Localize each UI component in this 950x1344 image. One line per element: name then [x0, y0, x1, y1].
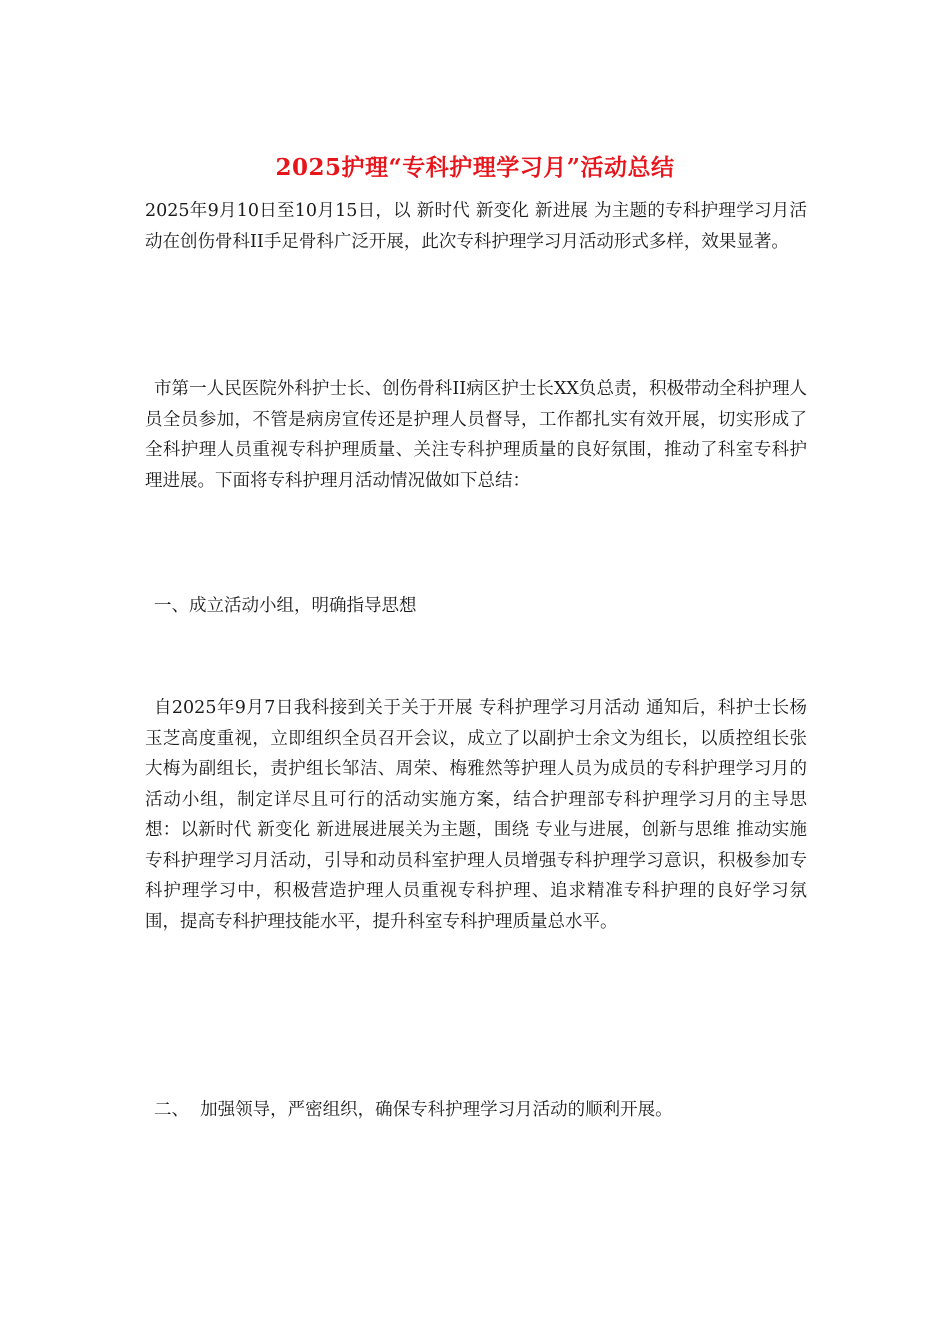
- section-heading-1: 一、成立活动小组，明确指导思想: [154, 596, 417, 616]
- section-heading-2: 二、 加强领导，严密组织，确保专科护理学习月活动的顺利开展。: [154, 1100, 673, 1120]
- document-title: 2025护理“专科护理学习月”活动总结: [275, 154, 675, 181]
- overview-paragraph: 市第一人民医院外科护士长、创伤骨科II病区护士长XX负总责，积极带动全科护理人员全员参加，不管是病房宣传还是护理人员督导，工作都扎实有效开展，切实形成了全科护理人员重视专科护理质量、关注专科护理质量的良好氛围，推动了科室专科护理进展。下面将专科护理月活动情况做如下总结：: [145, 379, 807, 491]
- section-1-paragraph: 自2025年9月7日我科接到关于关于开展 专科护理学习月活动 通知后，科护士长杨玉芝高度重视，立即组织全员召开会议，成立了以副护士余文为组长，以质控组长张大梅为副组长，责护组长邹洁、周荣、梅雅然等护理人员为成员的专科护理学习月的活动小组，制定详尽且可行的活动实施方案，结合护理部专科护理学习月的主导思想：以新时代 新变化 新进展进展关为主题，围绕 专业与进展，创新与思维 推动实施专科护理学习月活动，引导和动员科室护理人员增强专科护理学习意识，积极参加专科护理学习中，积极营造护理人员重视专科护理、追求精准专科护理的良好学习氛围，提高专科护理技能水平，提升科室专科护理质量总水平。: [145, 698, 807, 932]
- intro-paragraph: 2025年9月10日至10月15日，以 新时代 新变化 新进展 为主题的专科护理学习月活动在创伤骨科II手足骨科广泛开展，此次专科护理学习月活动形式多样，效果显著。: [145, 201, 807, 252]
